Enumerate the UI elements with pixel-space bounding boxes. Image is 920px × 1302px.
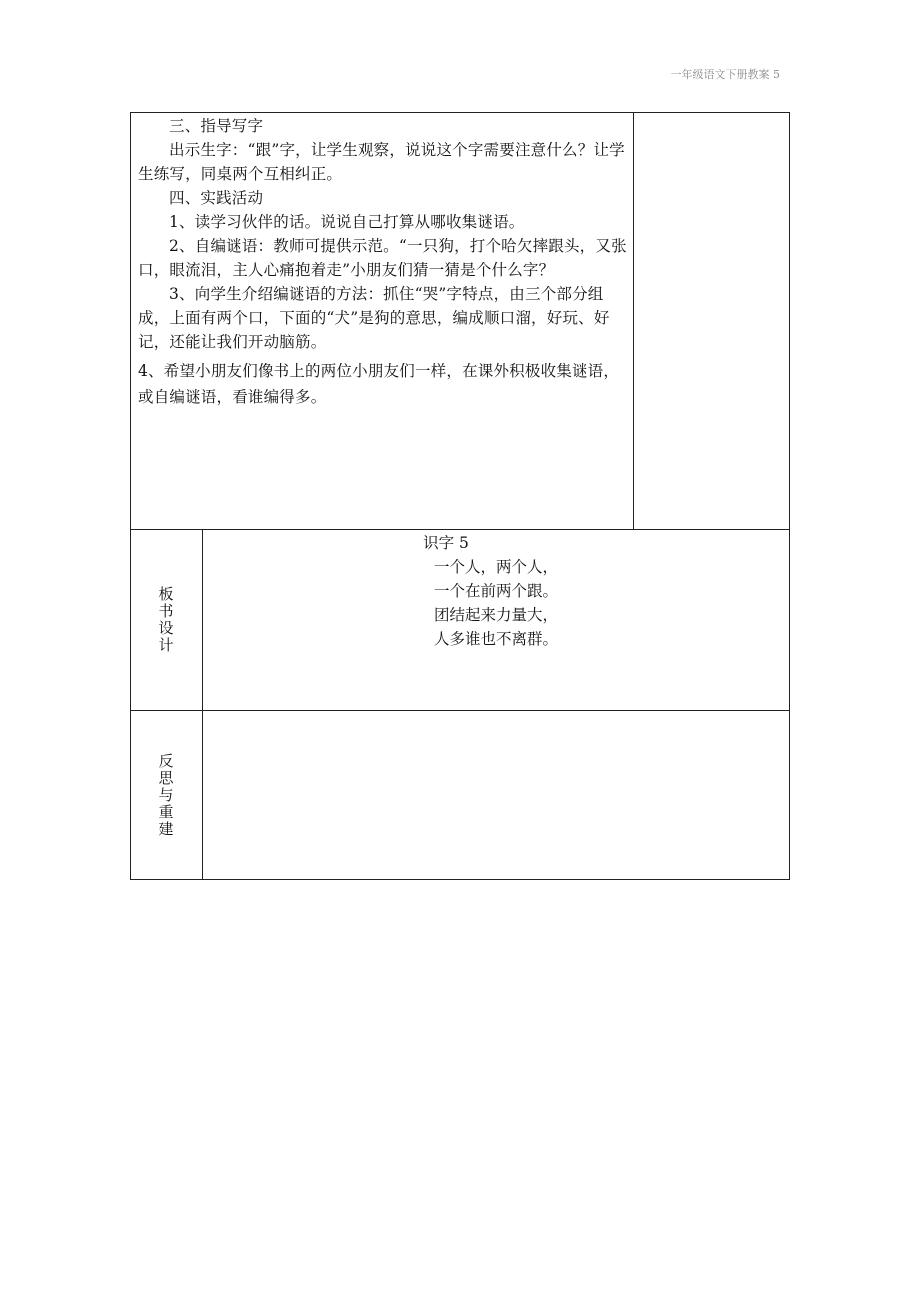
board-line: 人多谁也不离群。 [433,630,558,648]
teaching-line: 出示生字：“跟”字，让学生观察，说说这个字需要注意什么？让学生练写，同桌两个互相纠正。 [138,141,625,183]
page-header: 一年级语文下册教案 5 [670,68,780,81]
teaching-line: 1、读学习伙伴的话。说说自己打算从哪收集谜语。 [169,213,525,231]
column-divider-notes [633,112,634,530]
board-line: 团结起来力量大， [433,606,558,624]
teaching-line: 2、自编谜语：教师可提供示范。“一只狗，打个哈欠摔跟头，又张口，眼流泪，主人心痛抱着走”小朋友们猜一猜是个什么字？ [138,237,627,279]
board-design-content [202,531,790,651]
table-border-right [789,112,790,880]
teaching-line: 4、希望小朋友们像书上的两位小朋友们一样，在课外积极收集谜语，或自编谜语，看谁编得多。 [138,362,620,406]
teaching-line: 四、实践活动 [169,189,264,207]
teaching-process-text [138,114,628,410]
teaching-line: 三、指导写字 [169,117,264,135]
table-border-bottom [130,879,790,880]
board-line: 一个在前两个跟。 [433,582,558,600]
board-line: 一个人，两个人， [433,558,558,576]
board-design-label: 板书设计 [156,586,175,654]
board-title: 识字 5 [423,534,469,552]
row-divider-2 [130,710,790,711]
table-border-top [130,112,790,113]
row-divider-1 [130,529,790,530]
reflection-label: 反思与重建 [156,752,175,838]
teaching-line: 3、向学生介绍编谜语的方法：抓住“哭”字特点，由三个部分组成，上面有两个口，下面的“犬”是狗的意思，编成顺口溜，好玩、好记，还能让我们开动脑筋。 [138,285,610,351]
